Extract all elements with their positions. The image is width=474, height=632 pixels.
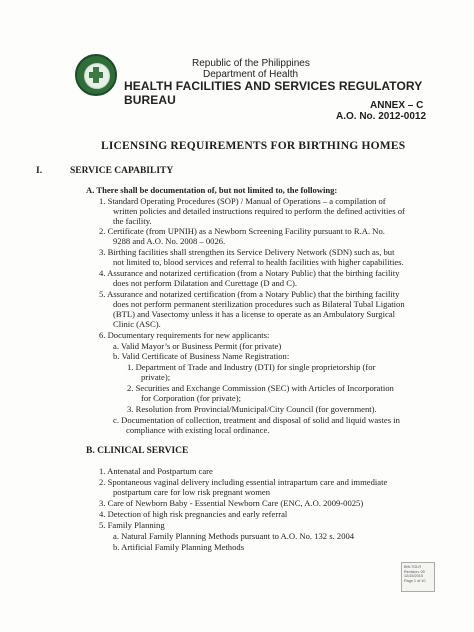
list-item: 2. Certificate (from UPNIH) as a Newborn Screening Facility pursuant to R.A. No.	[99, 226, 385, 236]
list-item: 3. Care of Newborn Baby - Essential Newborn Care (ENC, A.O. 2009-0025)	[99, 498, 364, 508]
header-department: Department of Health	[203, 69, 299, 80]
annex-label: ANNEX – C	[370, 100, 424, 111]
stamp-page: Page 1 of 10	[404, 578, 426, 583]
list-item: for Corporation (for private);	[141, 393, 241, 403]
list-item: 1. Antenatal and Postpartum care	[99, 466, 213, 476]
list-item: a. Valid Mayor’s or Business Permit (for private)	[113, 341, 282, 351]
list-item: 6. Documentary requirements for new applicants:	[99, 330, 270, 340]
header-bureau: HEALTH FACILITIES AND SERVICES REGULATORY BUREAU	[124, 79, 423, 107]
list-item: 1. Department of Trade and Industry (DTI) for single proprietorship (for	[127, 362, 376, 372]
list-item: 9288 and A.O. No. 2008 – 0026.	[113, 236, 226, 246]
list-item: 3. Resolution from Provincial/Municipal/City Council (for government).	[127, 404, 377, 414]
stamp-revision: Revision: 00	[404, 569, 425, 574]
list-item: 2. Securities and Exchange Commission (SEC) with Articles of Incorporation	[127, 383, 394, 393]
list-item: (BTL) and Vasectomy unless it has a license to operate as an Ambulatory Surgical	[113, 309, 396, 319]
ao-number: A.O. No. 2012-0012	[336, 111, 427, 122]
list-item: 5. Family Planning	[99, 520, 165, 530]
list-item: 5. Assurance and notarized certification (from a Notary Public) that the birthing facility	[99, 289, 400, 299]
list-item: 4. Detection of high risk pregnancies and early referral	[99, 509, 288, 519]
list-item: the facility.	[113, 216, 152, 226]
list-item: b. Valid Certificate of Business Name Registration:	[113, 351, 290, 361]
list-item: does not perform Dilatation and Curettage (D and C).	[113, 278, 297, 288]
document-title: LICENSING REQUIREMENTS FOR BIRTHING HOMES	[101, 140, 406, 152]
list-item: Clinic (ASC).	[113, 319, 161, 329]
stamp-code: BHLTOLR	[404, 565, 422, 569]
list-item: 3. Birthing facilities shall strengthen its Service Delivery Network (SDN) such as, but	[99, 247, 395, 257]
section-number: I.	[36, 166, 43, 176]
list-item: written policies and detailed instructions required to perform the defined activities of	[113, 206, 405, 216]
header-republic: Republic of the Philippines	[192, 58, 310, 69]
list-item: 1. Standard Operating Procedures (SOP) / Manual of Operations – a compilation of	[99, 196, 386, 206]
section-heading: SERVICE CAPABILITY	[70, 166, 174, 176]
list-item: c. Documentation of collection, treatment and disposal of solid and liquid wastes in	[113, 415, 400, 425]
doh-seal	[75, 54, 117, 96]
list-item: 4. Assurance and notarized certification (from a Notary Public) that the birthing facility	[99, 268, 400, 278]
list-item: private);	[141, 372, 171, 382]
list-item: postpartum care for low risk pregnant women	[113, 487, 271, 497]
part-b-heading: B. CLINICAL SERVICE	[86, 446, 189, 456]
list-item: does not perform permanent sterilization procedures such as Bilateral Tubal Ligation	[113, 299, 405, 309]
list-item: 2. Spontaneous vaginal delivery including essential intrapartum care and immediate	[99, 477, 388, 487]
part-a-heading: A. There shall be documentation of, but not limited to, the following:	[86, 185, 338, 195]
list-item: b. Artificial Family Planning Methods	[113, 542, 245, 552]
list-item: not limited to, blood services and referral to health facilities with higher capabilities.	[113, 257, 404, 267]
list-item: a. Natural Family Planning Methods pursuant to A.O. No. 132 s. 2004	[113, 531, 355, 541]
stamp-date: 12/15/2015	[404, 574, 424, 578]
list-item: compliance with existing local ordinance.	[126, 425, 270, 435]
document-control-stamp	[401, 562, 435, 592]
